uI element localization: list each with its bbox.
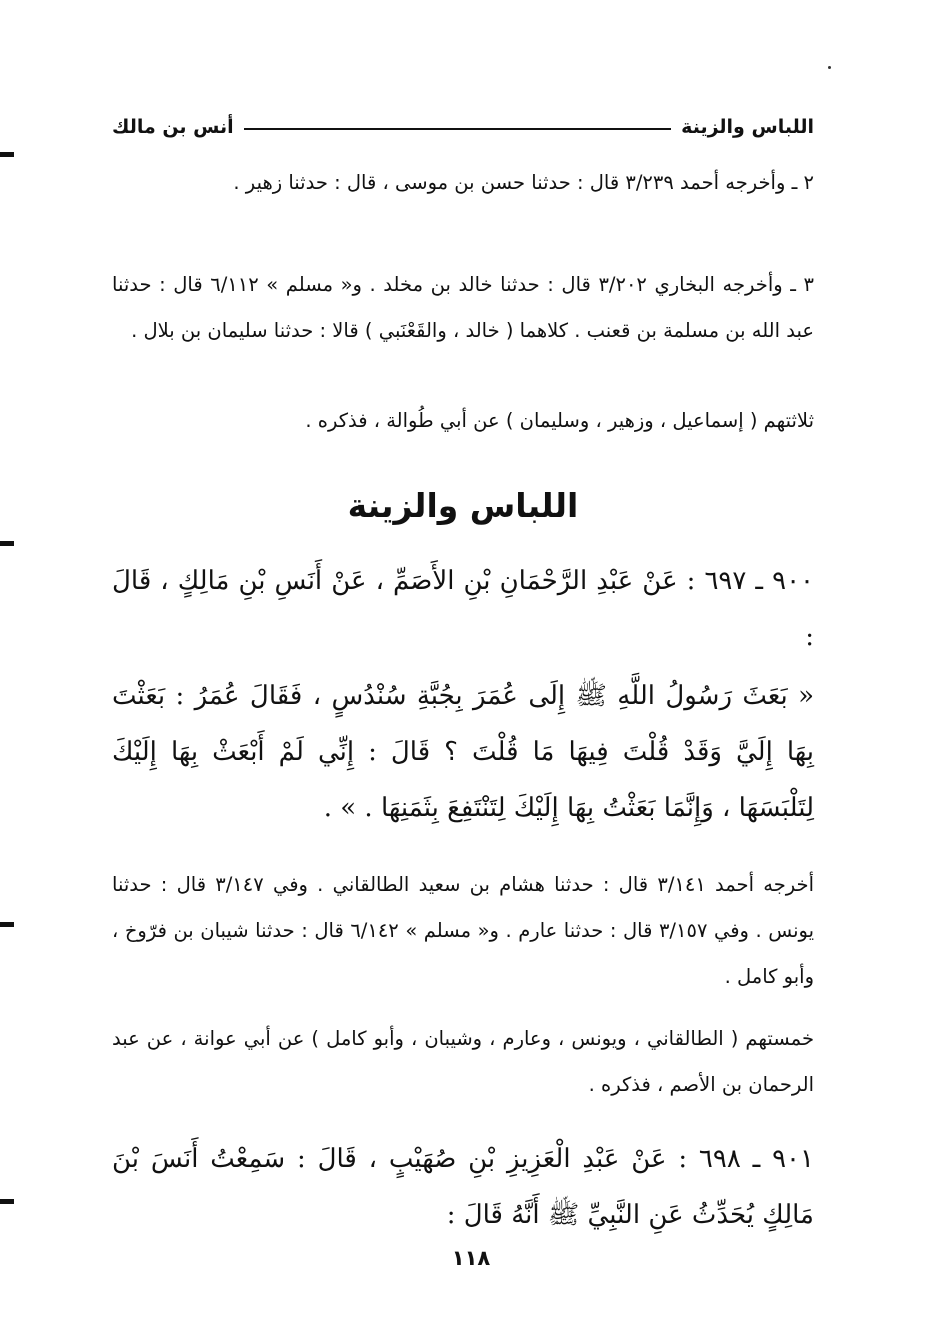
footnote-paragraph: ثلاثتهم ( إسماعيل ، وزهير ، وسليمان ) عن أبي طُوالة ، فذكره .: [305, 409, 814, 432]
hadith-intro: ٩٠١ ـ ٦٩٨ : عَنْ عَبْدِ الْعَزِيزِ بْنِ صُهَيْبٍ ، قَالَ : سَمِعْتُ أَنَسَ بْنَ مَالِكٍ يُحَدِّثُ عَنِ النَّبِيِّ ﷺ أَنَّهُ قَالَ :: [112, 1144, 814, 1230]
scan-edge-mark: [0, 1199, 14, 1204]
footnote-paragraph: ٢ ـ وأخرجه أحمد ٣/٢٣٩ قال : حدثنا حسن بن موسى ، قال : حدثنا زهير .: [233, 171, 814, 194]
hadith-text: « بَعَثَ رَسُولُ اللَّهِ ﷺ إِلَى عُمَرَ بِجُبَّةِ سُنْدُسٍ ، فَقَالَ عُمَرُ : بَعَثْتَ بِهَا إِلَيَّ وَقَدْ قُلْتَ فِيهَا مَا قُلْتَ ؟ قَالَ : إِنِّي لَمْ أَبْعَثْ بِهَا إِلَيْكَ لِتَلْبَسَهَا ، وَإِنَّمَا بَعَثْتُ بِهَا إِلَيْكَ لِتَنْتَفِعَ بِثَمَنِهَا . » .: [112, 681, 814, 823]
footnote-paragraph: أخرجه أحمد ٣/١٤١ قال : حدثنا هشام بن سعيد الطالقاني . وفي ٣/١٤٧ قال : حدثنا يونس . وفي ٣/١٥٧ قال : حدثنا عارم . و« مسلم » ٦/١٤٢ قال : حدثنا شيبان بن فرّوخ ، وأبو كامل .: [112, 873, 815, 988]
footnote-paragraph: خمستهم ( الطالقاني ، ويونس ، وعارم ، وشيبان ، وأبو كامل ) عن أبي عوانة ، عن عبد الرحمان بن الأصم ، فذكره .: [112, 1027, 814, 1096]
header-chapter-title: اللباس والزينة: [681, 116, 814, 138]
header-narrator-name: أنس بن مالك: [112, 116, 234, 138]
scan-speck: [828, 66, 831, 69]
section-heading: اللباس والزينة: [347, 486, 579, 525]
hadith-intro: ٩٠٠ ـ ٦٩٧ : عَنْ عَبْدِ الرَّحْمَانِ بْنِ الأَصَمِّ ، عَنْ أَنَسِ بْنِ مَالِكٍ ، قَالَ :: [112, 566, 815, 652]
scan-edge-mark: [0, 152, 14, 157]
page-number: ١١٨: [451, 1246, 491, 1270]
footnote-paragraph: ٣ ـ وأخرجه البخاري ٣/٢٠٢ قال : حدثنا خالد بن مخلد . و« مسلم » ٦/١١٢ قال : حدثنا عبد الله بن مسلمة بن قعنب . كلاهما ( خالد ، والقَعْنَبي ) قالا : حدثنا سليمان بن بلال .: [112, 273, 814, 342]
running-header: [112, 112, 814, 142]
scan-edge-mark: [0, 541, 14, 546]
header-rule: [244, 128, 671, 130]
scan-edge-mark: [0, 922, 14, 927]
